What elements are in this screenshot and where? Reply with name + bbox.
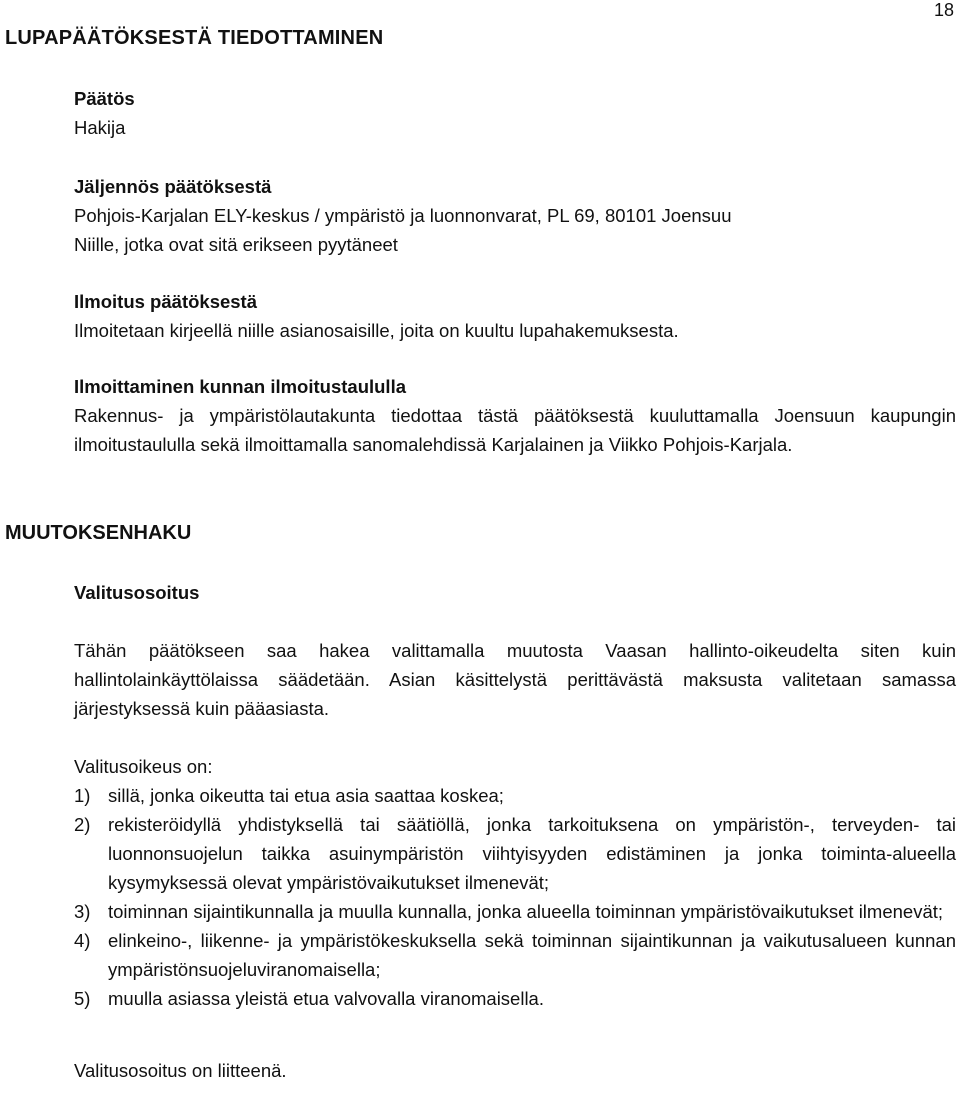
list-item	[74, 781, 956, 810]
list-item-number: 1)	[74, 785, 91, 806]
board-text: Rakennus- ja ympäristölautakunta tiedottaa tästä päätöksestä kuuluttamalla Joensuun kaupungin ilmoitustaululla sekä ilmoittamalla sanomalehdissä Karjalainen ja Viikko Pohjois-Karjala.	[74, 405, 956, 455]
list-item-text: elinkeino-, liikenne- ja ympäristökeskuksella sekä toiminnan sijaintikunnan ja vaikutusalueen kunnan ympäristönsuojeluviranomaisella;	[108, 930, 956, 980]
decision-section	[74, 84, 956, 142]
appeal-heading-block	[74, 578, 956, 607]
board-heading: Ilmoittaminen kunnan ilmoitustaululla	[74, 376, 406, 397]
appeal-heading: Valitusosoitus	[74, 582, 200, 603]
right-intro-block	[74, 752, 956, 781]
list-item-text: toiminnan sijaintikunnalla ja muulla kunnalla, jonka alueella toiminnan ympäristövaikutukset ilmenevät;	[108, 901, 944, 922]
appeal-paragraph: Tähän päätökseen saa hakea valittamalla muutosta Vaasan hallinto-oikeudelta siten kuin hallintolainkäyttölaissa säädetään. Asian käsittelystä perittävästä maksusta valitetaan samassa järjestyksessä kuin pääasiasta.	[74, 640, 956, 719]
notice-text: Ilmoitetaan kirjeellä niille asianosaisille, joita on kuultu lupahakemuksesta.	[74, 320, 679, 341]
list-item-number: 3)	[74, 901, 91, 922]
appeal-rights-list	[74, 781, 956, 1013]
notice-section	[74, 287, 956, 345]
notice-heading: Ilmoitus päätöksestä	[74, 291, 258, 312]
list-item-number: 4)	[74, 930, 91, 951]
list-item	[74, 984, 956, 1013]
attachment-note: Valitusosoitus on liitteenä.	[74, 1060, 287, 1081]
list-item	[74, 897, 956, 926]
list-item	[74, 810, 956, 897]
copies-line: Pohjois-Karjalan ELY-keskus / ympäristö ja luonnonvarat, PL 69, 80101 Joensuu	[74, 205, 732, 226]
decision-recipient: Hakija	[74, 117, 126, 138]
page-number: 18	[933, 0, 954, 20]
board-section	[74, 372, 956, 459]
list-item-text: rekisteröidyllä yhdistyksellä tai säätiöllä, jonka tarkoituksena on ympäristön-, terveyden- tai luonnonsuojelun taikka asuinympäristön viihtyisyyden edistäminen ja jonka toiminta-alueella kysymyksessä olevat ympäristövaikutukset ilmenevät;	[108, 814, 956, 893]
right-intro: Valitusoikeus on:	[74, 756, 213, 777]
list-item-number: 2)	[74, 814, 91, 835]
attachment-block	[74, 1056, 956, 1085]
list-item	[74, 926, 956, 984]
appeal-section-title: MUUTOKSENHAKU	[5, 522, 192, 544]
appeal-paragraph-block	[74, 636, 956, 723]
copies-section	[74, 172, 956, 259]
copies-heading: Jäljennös päätöksestä	[74, 176, 272, 197]
decision-heading: Päätös	[74, 88, 135, 109]
list-item-text: sillä, jonka oikeutta tai etua asia saattaa koskea;	[108, 785, 504, 806]
main-title: LUPAPÄÄTÖKSESTÄ TIEDOTTAMINEN	[5, 27, 384, 49]
copies-line: Niille, jotka ovat sitä erikseen pyytäneet	[74, 234, 398, 255]
list-item-text: muulla asiassa yleistä etua valvovalla viranomaisella.	[108, 988, 544, 1009]
list-item-number: 5)	[74, 988, 91, 1009]
